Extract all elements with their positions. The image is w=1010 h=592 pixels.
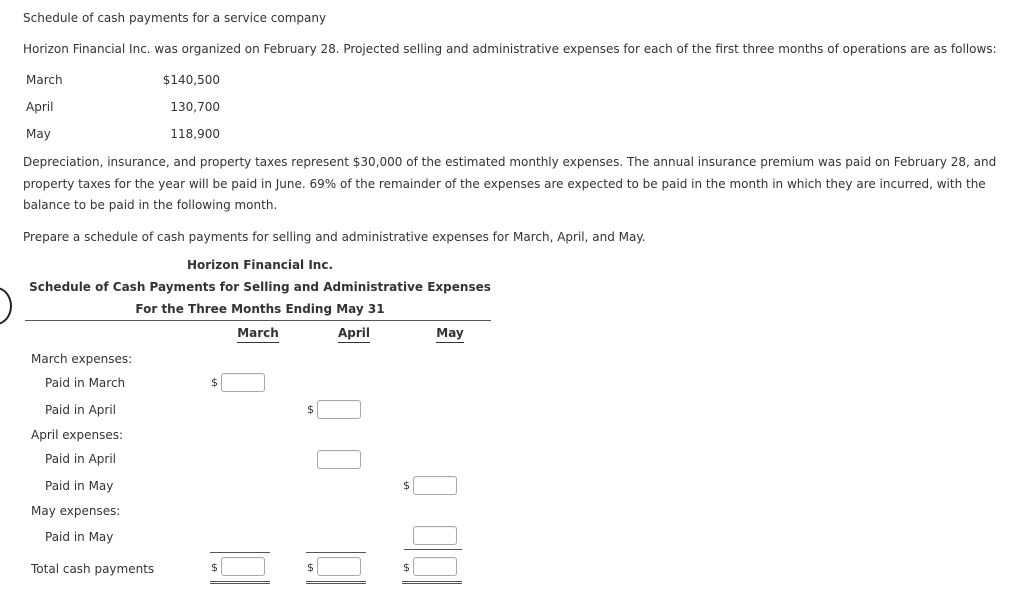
row-label-may-expenses: May expenses: bbox=[31, 504, 121, 518]
schedule-title: Schedule of Cash Payments for Selling and Administrative Expenses bbox=[29, 280, 491, 294]
row-label-march-expenses: March expenses: bbox=[31, 352, 133, 366]
input-total-march[interactable] bbox=[221, 557, 265, 576]
expense-amount-may: 118,900 bbox=[170, 127, 220, 141]
total-double-rule-april bbox=[306, 581, 366, 584]
problem-title: Schedule of cash payments for a service company bbox=[23, 11, 327, 25]
dollar-sign: $ bbox=[211, 376, 218, 389]
expense-month-may: May bbox=[26, 127, 51, 141]
dollar-sign: $ bbox=[307, 403, 314, 416]
dollar-sign: $ bbox=[403, 479, 410, 492]
row-label-april-paid-april: Paid in April bbox=[45, 452, 116, 466]
expense-month-march: March bbox=[26, 73, 63, 87]
total-double-rule-may bbox=[402, 581, 462, 584]
problem-instruction: Prepare a schedule of cash payments for selling and administrative expenses for March, April, and May. bbox=[23, 230, 646, 244]
input-total-may[interactable] bbox=[413, 557, 457, 576]
input-april-paid-may[interactable] bbox=[413, 476, 457, 495]
dollar-sign: $ bbox=[307, 561, 314, 574]
total-top-rule-april bbox=[306, 552, 366, 553]
dollar-sign: $ bbox=[211, 561, 218, 574]
row-label-total: Total cash payments bbox=[31, 562, 155, 576]
column-header-april: April bbox=[324, 326, 384, 343]
row-label-march-paid-april: Paid in April bbox=[45, 403, 116, 417]
total-top-rule-march bbox=[210, 552, 270, 553]
schedule-period: For the Three Months Ending May 31 bbox=[135, 302, 385, 316]
dollar-sign: $ bbox=[403, 561, 410, 574]
total-double-rule-march bbox=[210, 581, 270, 584]
expense-amount-april: 130,700 bbox=[170, 100, 220, 114]
input-may-paid-may[interactable] bbox=[413, 526, 457, 545]
input-march-paid-march[interactable] bbox=[221, 373, 265, 392]
row-label-april-paid-may: Paid in May bbox=[45, 479, 114, 493]
column-header-may: May bbox=[420, 326, 480, 343]
column-header-march: March bbox=[228, 326, 288, 343]
subtotal-rule-may bbox=[404, 549, 462, 550]
expense-amount-march: $140,500 bbox=[162, 73, 220, 87]
step-indicator-circle bbox=[0, 287, 12, 325]
row-label-march-paid-march: Paid in March bbox=[45, 376, 126, 390]
problem-intro: Horizon Financial Inc. was organized on February 28. Projected selling and administrative expenses for each of the first three months of operations are as follows: bbox=[23, 42, 997, 56]
row-label-may-paid-may: Paid in May bbox=[45, 530, 114, 544]
expense-month-april: April bbox=[26, 100, 54, 114]
input-april-paid-april[interactable] bbox=[317, 450, 361, 469]
problem-paragraph: Depreciation, insurance, and property taxes represent $30,000 of the estimated monthly expenses. The annual insurance premium was paid on February 28, and property taxes for the year will be paid in June. 69% of the remainder of the expenses are expected to be paid in the month in which they are incurred, with the balance to be paid in the following month. bbox=[23, 155, 997, 212]
schedule-company: Horizon Financial Inc. bbox=[186, 258, 334, 272]
row-label-april-expenses: April expenses: bbox=[31, 428, 124, 442]
input-total-april[interactable] bbox=[317, 557, 361, 576]
input-march-paid-april[interactable] bbox=[317, 400, 361, 419]
schedule-header-rule bbox=[25, 320, 491, 321]
